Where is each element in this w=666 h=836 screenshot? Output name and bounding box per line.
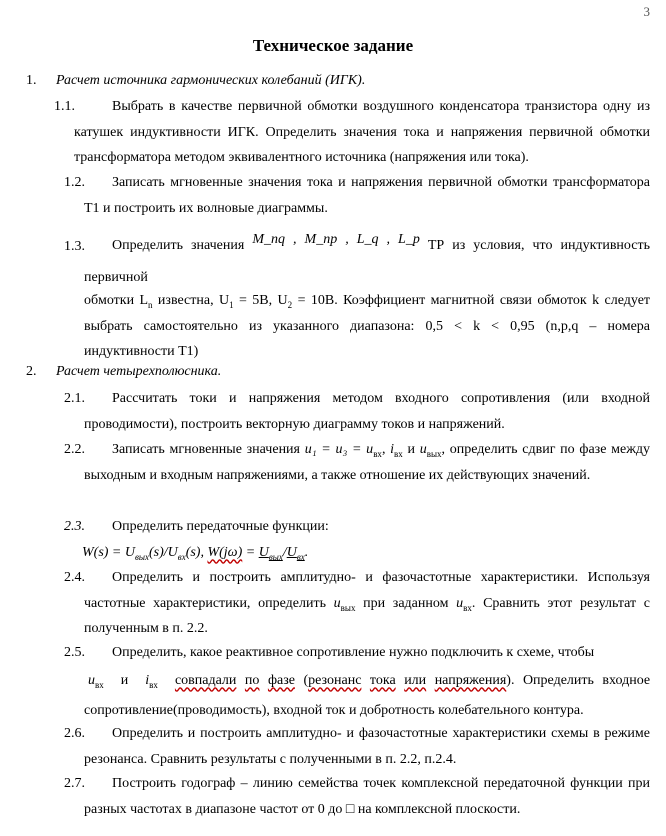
section-number: 1. xyxy=(26,73,37,88)
subscript: вх xyxy=(95,679,104,690)
item-text: . Сравнить этот результат с полученным в п. 2.2. xyxy=(84,595,650,636)
subscript: вых xyxy=(340,602,356,613)
item-text: и xyxy=(402,442,420,457)
subscript: вх xyxy=(149,679,158,690)
subscript: вх xyxy=(394,448,403,459)
transfer-function-formula: $W(s) = U_{вых}(s)/U_{вх}(s)$, $W(j\omega) = U_{вых}/U_{вх}$. xyxy=(82,544,309,562)
spell-word: тока xyxy=(369,672,396,688)
item-text: Определить и построить амплитудно- и фазочастотные характеристики. Используя частотные характеристики, определить xyxy=(84,570,650,611)
item-text: Выбрать в качестве первичной обмотки воздушного конденсатора транзистора одну из катушек индуктивности ИГК. Определить значения тока и напряжения первичной обмотки трансформатора методом эквивалентного источника (напряжения или тока). xyxy=(74,99,650,165)
section-2-heading xyxy=(26,364,221,380)
item-text: Записать мгновенные значения тока и напряжения первичной обмотки трансформатора Т1 и построить их волновые диаграммы. xyxy=(84,175,650,216)
item-text: Рассчитать токи и напряжения методом входного сопротивления (или входной проводимости), построить векторную диаграмму токов и напряжений. xyxy=(84,391,650,432)
spell-word: или xyxy=(404,672,427,688)
item-2-4 xyxy=(64,565,650,642)
spell-word: резонанс xyxy=(308,672,362,688)
item-text: и xyxy=(120,672,129,688)
section-title: Расчет четырехполюсника. xyxy=(56,364,222,379)
subscript: вых xyxy=(426,448,442,459)
page-title: Техническое задание xyxy=(252,36,414,55)
page-number: 3 xyxy=(643,4,650,19)
subscript: вх xyxy=(373,448,382,459)
item-number: 2.6. xyxy=(64,726,85,741)
item-number: 2.3. xyxy=(64,519,85,534)
item-text: Определить передаточные функции: xyxy=(112,519,329,534)
subscript: n xyxy=(148,299,153,310)
item-1-3 xyxy=(64,230,651,365)
item-number: 1.2. xyxy=(64,175,85,190)
item-2-3 xyxy=(64,514,650,565)
math-i-in: i xyxy=(145,672,150,688)
section-title: Расчет источника гармонических колебаний (ИГК). xyxy=(56,73,366,88)
spell-word: по xyxy=(244,672,260,688)
item-number: 2.4. xyxy=(64,570,85,585)
item-2-6 xyxy=(64,721,650,772)
item-text: обмотки L xyxy=(84,293,149,308)
math-u-in: u xyxy=(88,672,95,688)
item-number: 1.3. xyxy=(64,239,85,254)
item-2-1 xyxy=(64,386,650,437)
spell-word: совпадали xyxy=(174,672,237,688)
item-2-2 xyxy=(64,437,650,488)
item-text: известна, U xyxy=(152,293,230,308)
item-2-7 xyxy=(64,771,650,822)
item-text: = 5В, U xyxy=(233,293,288,308)
item-text: ТР из условия, что индуктивность первичной xyxy=(84,238,650,285)
spell-word: напряжения xyxy=(434,672,507,688)
inductance-formula: M_nq , M_np , L_q , L_p xyxy=(252,232,420,247)
item-number: 2.1. xyxy=(64,391,85,406)
item-number: 2.2. xyxy=(64,442,85,457)
item-text: ( xyxy=(303,672,309,688)
spell-word: фазе xyxy=(267,672,295,688)
math-u-out: u xyxy=(333,595,341,611)
item-number: 2.5. xyxy=(64,645,85,660)
math-u-in: u xyxy=(456,595,464,611)
item-text: , xyxy=(381,442,391,457)
item-number: 2.7. xyxy=(64,776,85,791)
item-text: , определить сдвиг по фазе между выходным и входным напряжениями, а также отношение их действующих значений. xyxy=(84,442,650,483)
math-i: i xyxy=(390,442,395,457)
item-text: = 10В. Коэффициент магнитной связи обмоток k следует выбрать самостоятельно из указанного диапазона: 0,5 < k < 0,95 (n,p,q – номера индуктивности Т1) xyxy=(84,293,651,359)
item-2-5 xyxy=(64,640,651,726)
item-1-1 xyxy=(54,94,650,171)
section-number: 2. xyxy=(26,364,37,379)
item-text: Записать мгновенные значения xyxy=(112,442,305,457)
subscript: 1 xyxy=(229,299,234,310)
subscript: 2 xyxy=(287,299,293,310)
item-text: Определить значения xyxy=(112,238,245,253)
item-text: Определить и построить амплитудно- и фазочастотные характеристики схемы в режиме резонанса. Сравнить результаты с полученными в п. 2.2, п.2.4. xyxy=(84,726,650,767)
subscript: вх xyxy=(463,602,472,613)
math-u: u xyxy=(419,442,427,457)
math-u1: u₁ = u₃ = u xyxy=(304,442,374,457)
item-text: ). Определить входное сопротивление(проводимость), входной ток и добротность колебательного контура. xyxy=(84,672,651,718)
section-1-heading xyxy=(26,73,365,89)
item-1-2 xyxy=(64,170,650,221)
item-text: Определить, какое реактивное сопротивление нужно подключить к схеме, чтобы xyxy=(112,645,595,660)
item-text: Построить годограф – линию семейства точек комплексной передаточной функции при разных частотах в диапазоне частот от 0 до □ на комплексной плоскости. xyxy=(84,776,650,817)
item-text: при заданном xyxy=(355,595,457,611)
item-number: 1.1. xyxy=(54,99,75,114)
